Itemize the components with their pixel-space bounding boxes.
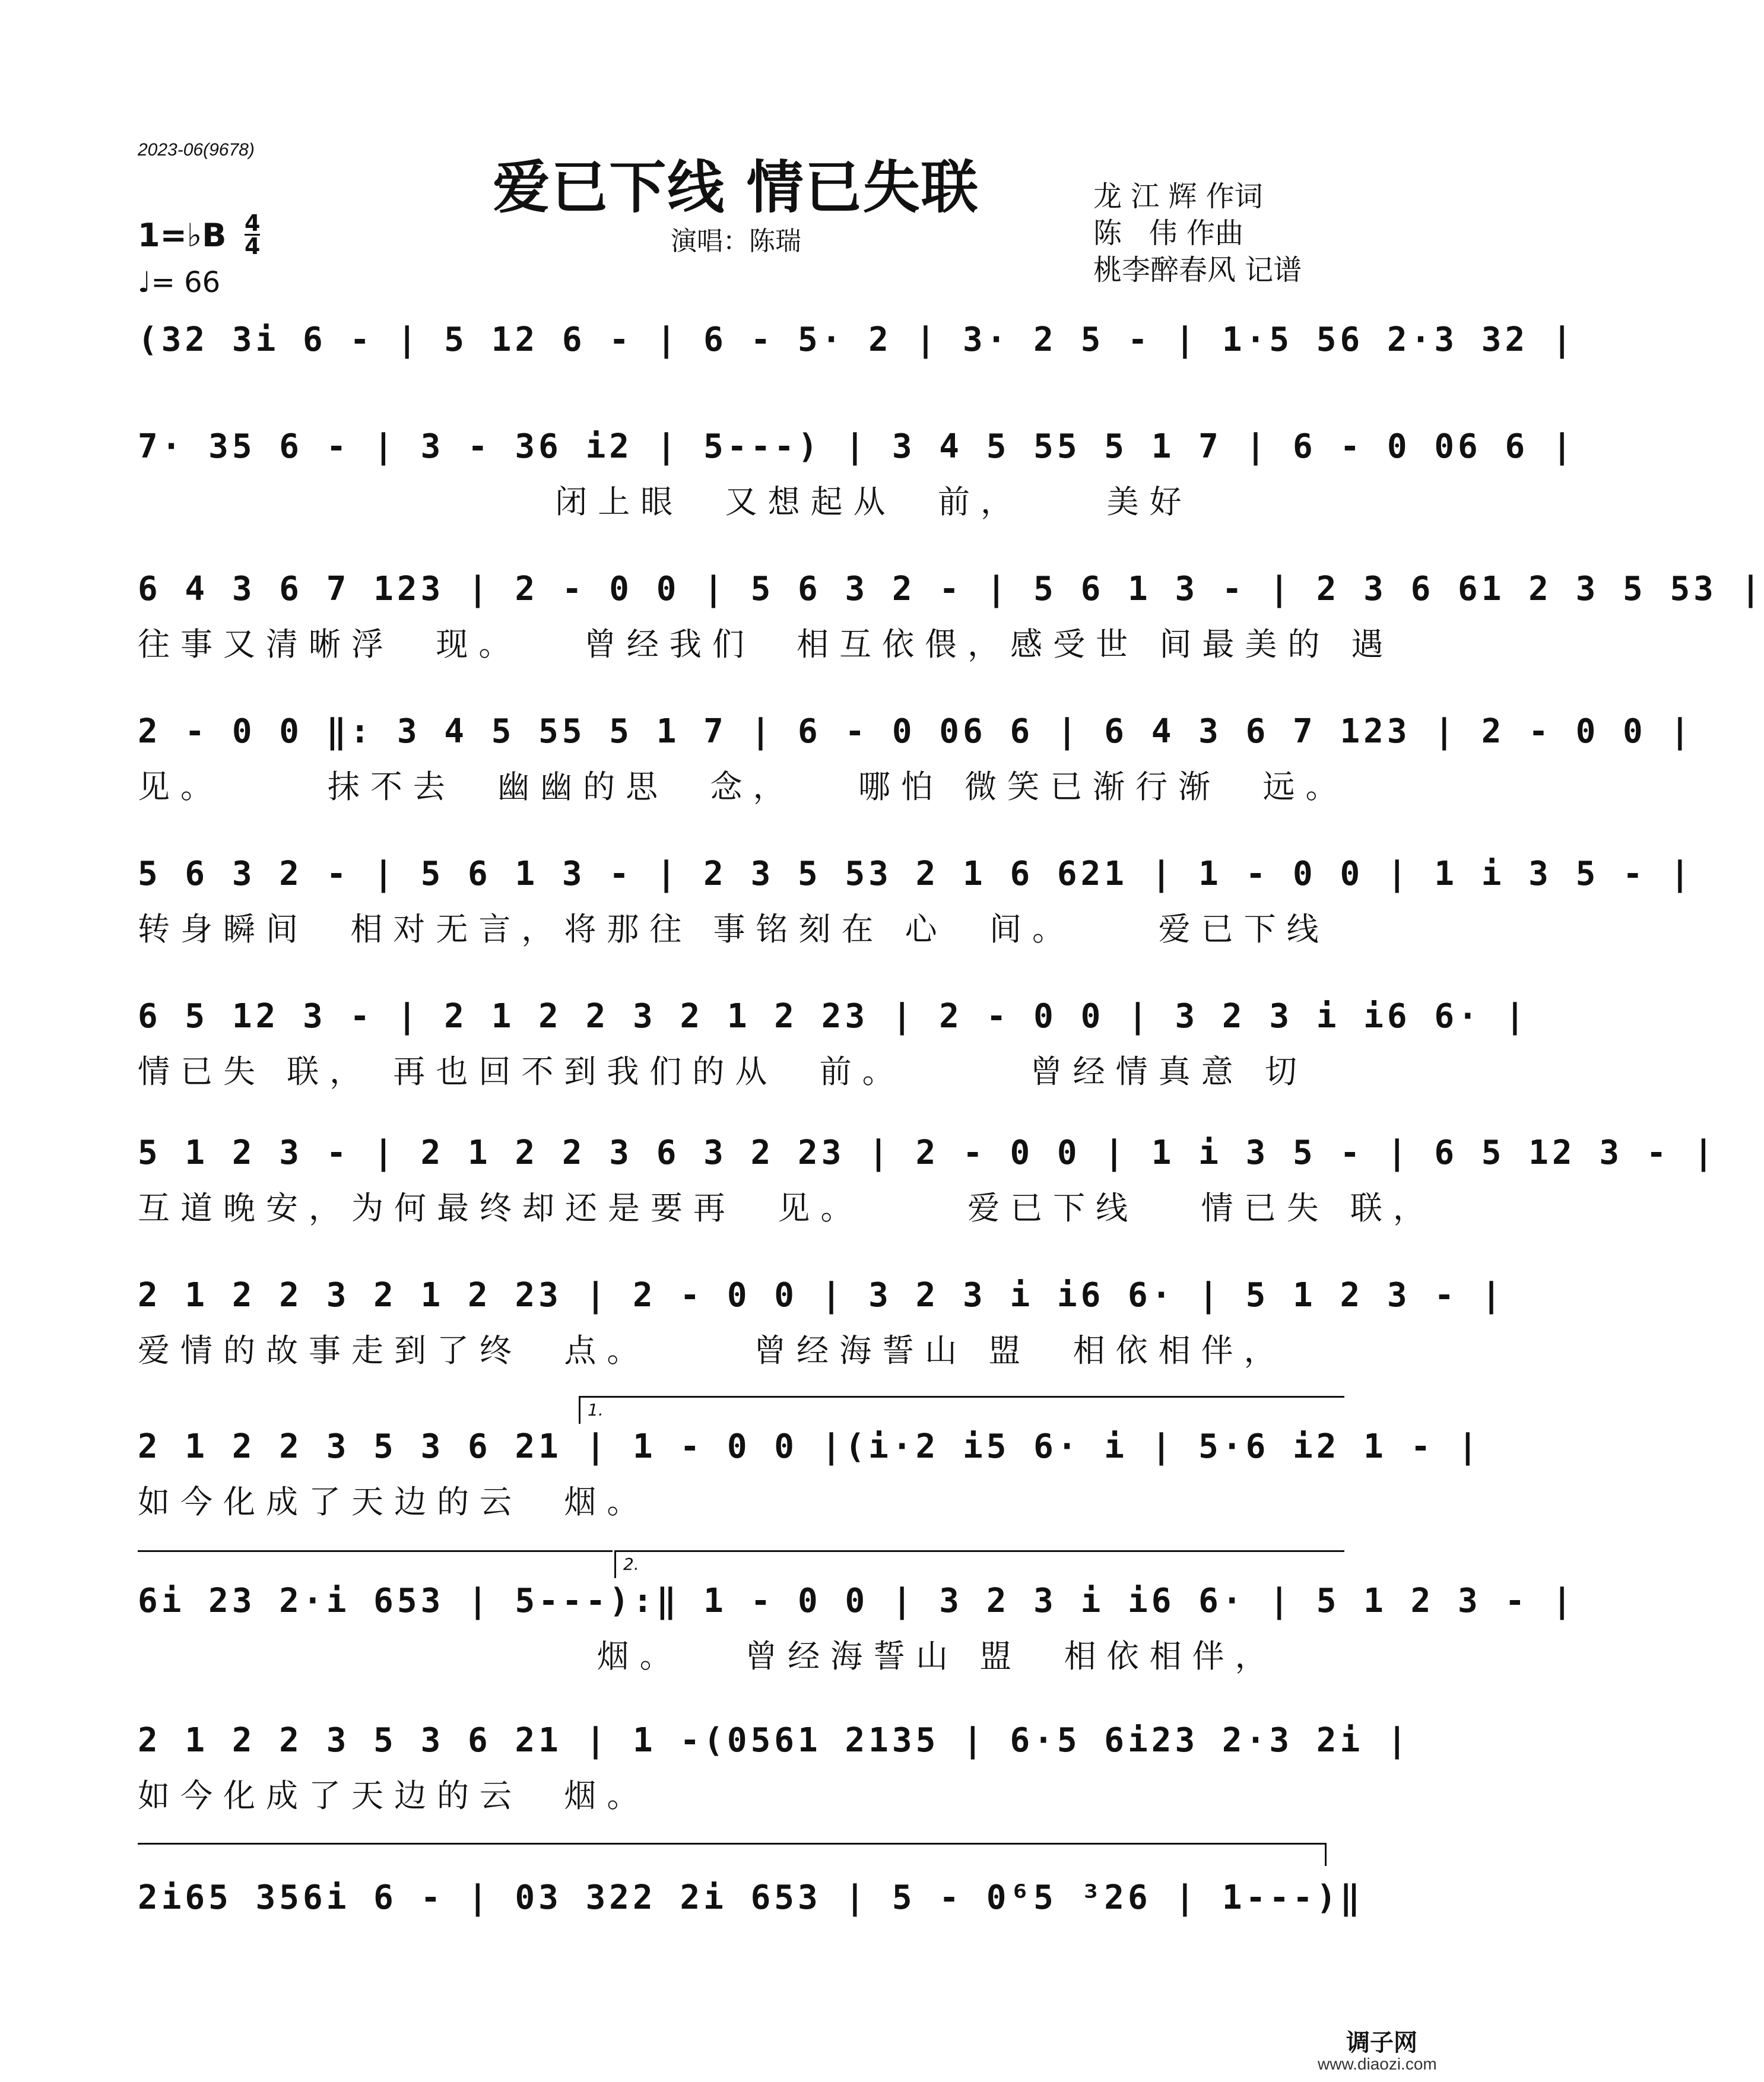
author-credits [1093,178,1302,288]
score-row-9 [138,1427,1481,1522]
tempo-marking: ♩= 66 [138,266,221,299]
score-row-1 [138,320,1576,370]
notation-line: 2i65 356i 6 - | 03 322 2i 653 | 5 - 0⁶5 ³26 | 1---)‖ [138,1878,1364,1917]
lyric-line: 往事又清晰浮 现。 曾经我们 相互依偎，感受世 间最美的 遇 [138,626,1394,663]
notation-line: 2 1 2 2 3 5 3 6 21 | 1 -(0561 2135 | 6·5 6i23 2·3 2i | [138,1721,1411,1760]
notation-line: 5 1 2 3 - | 2 1 2 2 3 6 3 2 23 | 2 - 0 0 | 1 i 3 5 - | 6 5 12 3 - | [138,1134,1717,1172]
notation-line: 2 1 2 2 3 2 1 2 23 | 2 - 0 0 | 3 2 3 i i6 6· | 5 1 2 3 - | [138,1276,1505,1315]
song-title: 爱已下线 情已失联 [493,154,979,221]
lyric-line: 情已失 联， 再也回不到我们的从 前。 曾经情真意 切 [138,1053,1308,1090]
notation-line: 5 6 3 2 - | 5 6 1 3 - | 2 3 5 53 2 1 6 621 | 1 - 0 0 | 1 i 3 5 - | [138,855,1694,893]
singer-credit: 演唱：陈瑞 [671,226,801,256]
score-code: 2023-06(9678) [138,140,255,160]
lyric-line: 如今化成了天边的云 烟。 [138,1777,650,1814]
lyric-line: 转身瞬间 相对无言，将那往 事铭刻在 心 间。 爱已下线 [138,910,1330,948]
lyric-line: 如今化成了天边的云 烟。 [138,1483,650,1521]
notation-line: 6i 23 2·i 653 | 5---):‖ 1 - 0 0 | 3 2 3 i i6 6· | 5 1 2 3 - | [138,1582,1576,1620]
score-row-5 [138,855,1694,950]
first-ending-continuation [138,1550,613,1552]
second-ending-bracket: 2. [614,1550,1344,1578]
watermark-logo-text: 调子网 [1346,2029,1417,2056]
notation-line: 6 4 3 6 7 123 | 2 - 0 0 | 5 6 3 2 - | 5 6 1 3 - | 2 3 6 61 2 3 5 53 | [138,570,1764,608]
score-row-7 [138,1134,1717,1229]
lyric-line: 闭上眼 又想起从 前， 美好 [138,483,1192,520]
notation-line: (32 3i 6 - | 5 12 6 - | 6 - 5· 2 | 3· 2 5 - | 1·5 56 2·3 32 | [138,320,1576,359]
notation-line: 2 1 2 2 3 5 3 6 21 | 1 - 0 0 |(i·2 i5 6· i | 5·6 i2 1 - | [138,1427,1481,1466]
lyric-line: 烟。 曾经海誓山 盟 相依相伴， [138,1637,1278,1675]
notation-line: 2 - 0 0 ‖: 3 4 5 55 5 1 7 | 6 - 0 06 6 | 6 4 3 6 7 123 | 2 - 0 0 | [138,712,1694,751]
score-row-2 [138,427,1576,522]
time-signature [245,212,260,257]
watermark-url[interactable]: www.diaozi.com [1318,2055,1437,2073]
score-row-6 [138,997,1529,1092]
key-signature: 1=♭B [138,217,227,254]
lyric-line: 互道晚安，为何最终却还是要再 见。 爱已下线 情已失 联， [138,1189,1436,1227]
score-row-12 [138,1878,1364,1928]
score-row-11 [138,1721,1411,1816]
score-row-8 [138,1276,1505,1371]
notation-line: 7· 35 6 - | 3 - 36 i2 | 5---) | 3 4 5 55 5 1 7 | 6 - 0 06 6 | [138,427,1576,466]
first-ending-bracket: 1. [579,1396,1344,1424]
score-row-3 [138,570,1764,665]
score-row-4 [138,712,1694,807]
time-signature-bottom: 4 [245,233,261,259]
composer-credit: 陈 伟 作曲 [1093,217,1244,250]
lyricist-credit: 龙 江 辉 作词 [1093,180,1263,213]
lyric-line: 见。 抹不去 幽幽的思 念， 哪怕 微笑已渐行渐 远。 [138,768,1349,805]
final-phrase-bracket [138,1843,1327,1866]
transcriber-credit: 桃李醉春风 记谱 [1093,253,1302,287]
lyric-line: 爱情的故事走到了终 点。 曾经海誓山 盟 相依相伴， [138,1332,1287,1369]
score-row-10 [138,1582,1576,1677]
notation-line: 6 5 12 3 - | 2 1 2 2 3 2 1 2 23 | 2 - 0 0 | 3 2 3 i i6 6· | [138,997,1529,1036]
time-signature-top: 4 [245,210,261,236]
